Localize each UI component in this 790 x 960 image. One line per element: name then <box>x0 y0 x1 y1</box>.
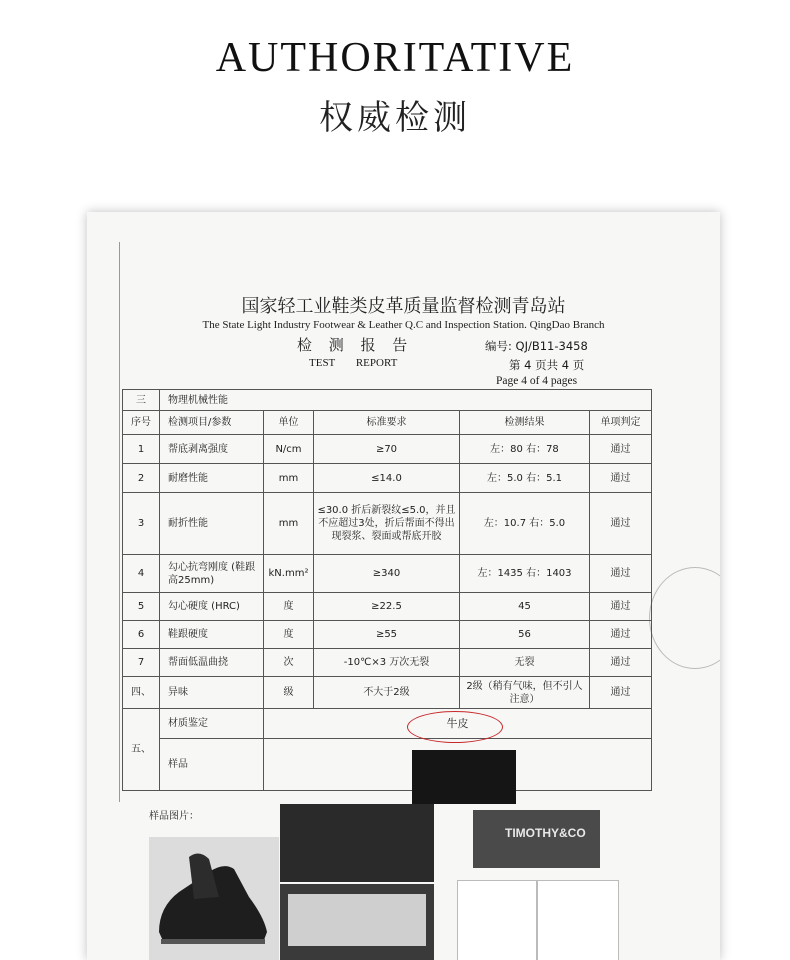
receipt-document-b <box>537 880 619 960</box>
table-cell: 通过 <box>590 464 652 493</box>
table-cell: ≥70 <box>314 435 460 464</box>
table-cell: 勾心硬度 (HRC) <box>160 593 264 621</box>
leather-sample-swatch <box>412 750 516 804</box>
material-result: 牛皮 <box>264 709 652 739</box>
page-number-cn: 第 4 页共 4 页 <box>509 358 585 372</box>
table-cell: 7 <box>123 649 160 677</box>
table-row <box>123 493 652 555</box>
price-tag <box>280 884 434 960</box>
table-cell: 耐折性能 <box>160 493 264 555</box>
shoe-photo <box>149 837 279 960</box>
table-cell: 2级（稍有气味，但不引人注意） <box>460 677 590 709</box>
test-results-table <box>122 389 652 791</box>
receipt-document-a <box>457 880 537 960</box>
table-row <box>123 593 652 621</box>
column-header: 单位 <box>264 411 314 435</box>
table-cell: N/cm <box>264 435 314 464</box>
table-cell: 帮底剥离强度 <box>160 435 264 464</box>
table-cell: mm <box>264 464 314 493</box>
table-cell: 4 <box>123 555 160 593</box>
table-cell: 四、 <box>123 677 160 709</box>
table-cell: mm <box>264 493 314 555</box>
table-row <box>123 464 652 493</box>
certificate-tag <box>280 804 434 882</box>
table-row <box>123 555 652 593</box>
table-cell: -10℃×3 万次无裂 <box>314 649 460 677</box>
table-cell: 3 <box>123 493 160 555</box>
table-cell: 鞋跟硬度 <box>160 621 264 649</box>
report-title-cn: 检 测 报 告 <box>297 336 414 354</box>
table-row <box>123 709 652 739</box>
table-cell: 2 <box>123 464 160 493</box>
report-title-en: TEST REPORT <box>309 357 398 369</box>
table-cell: 左：10.7 右：5.0 <box>460 493 590 555</box>
table-cell: 度 <box>264 621 314 649</box>
table-cell: ≥55 <box>314 621 460 649</box>
table-cell: 度 <box>264 593 314 621</box>
sample-photos-label: 样品图片： <box>149 811 199 822</box>
table-cell: 1 <box>123 435 160 464</box>
organization-name-en: The State Light Industry Footwear & Leather Q.C and Inspection Station. QingDao Branch <box>202 319 605 331</box>
material-highlight-circle <box>407 711 503 743</box>
section-number: 三 <box>123 390 160 411</box>
column-header: 检测项目/参数 <box>160 411 264 435</box>
table-cell: 左：1435 右：1403 <box>460 555 590 593</box>
table-cell: 耐磨性能 <box>160 464 264 493</box>
table-cell: 通过 <box>590 593 652 621</box>
table-cell: 左：5.0 右：5.1 <box>460 464 590 493</box>
table-row <box>123 435 652 464</box>
column-header: 检测结果 <box>460 411 590 435</box>
heading-cn: 权威检测 <box>319 98 471 138</box>
table-cell: 材质鉴定 <box>160 709 264 739</box>
test-report-document <box>87 212 720 960</box>
inspection-stamp <box>649 567 720 669</box>
table-row <box>123 621 652 649</box>
table-cell: 不大于2级 <box>314 677 460 709</box>
brand-name: TIMOTHY&CO <box>505 826 586 840</box>
table-cell: 通过 <box>590 677 652 709</box>
organization-name-cn: 国家轻工业鞋类皮革质量监督检测青岛站 <box>241 296 566 317</box>
table-cell: ≤14.0 <box>314 464 460 493</box>
table-cell: 45 <box>460 593 590 621</box>
report-number: 编号: QJ/B11-3458 <box>485 339 588 353</box>
section-title: 物理机械性能 <box>160 390 652 411</box>
table-header-row <box>123 411 652 435</box>
table-cell: ≥340 <box>314 555 460 593</box>
table-cell: 级 <box>264 677 314 709</box>
table-cell: ≤30.0 折后新裂纹≤5.0，并且不应超过3处，折后帮面不得出现裂浆、裂面或帮底开胶 <box>314 493 460 555</box>
column-header: 标准要求 <box>314 411 460 435</box>
table-cell: 无裂 <box>460 649 590 677</box>
table-cell: 通过 <box>590 435 652 464</box>
table-row <box>123 739 652 791</box>
section-header-row <box>123 390 652 411</box>
table-cell: 异味 <box>160 677 264 709</box>
heading-en: AUTHORITATIVE <box>215 35 575 81</box>
table-cell: 通过 <box>590 621 652 649</box>
table-cell: 5 <box>123 593 160 621</box>
column-header: 单项判定 <box>590 411 652 435</box>
table-cell: 通过 <box>590 493 652 555</box>
table-cell: ≥22.5 <box>314 593 460 621</box>
table-row <box>123 677 652 709</box>
table-cell: 五、 <box>123 709 160 791</box>
table-cell: 次 <box>264 649 314 677</box>
column-header: 序号 <box>123 411 160 435</box>
table-cell: 勾心抗弯刚度 (鞋跟高25mm) <box>160 555 264 593</box>
table-cell: 通过 <box>590 555 652 593</box>
page-number-en: Page 4 of 4 pages <box>496 375 578 387</box>
table-cell: kN.mm² <box>264 555 314 593</box>
table-cell: 样品 <box>160 739 264 791</box>
table-cell: 56 <box>460 621 590 649</box>
table-row <box>123 649 652 677</box>
table-cell: 6 <box>123 621 160 649</box>
brand-label <box>473 810 600 868</box>
table-cell: 通过 <box>590 649 652 677</box>
table-cell: 帮面低温曲挠 <box>160 649 264 677</box>
table-cell: 左：80 右：78 <box>460 435 590 464</box>
